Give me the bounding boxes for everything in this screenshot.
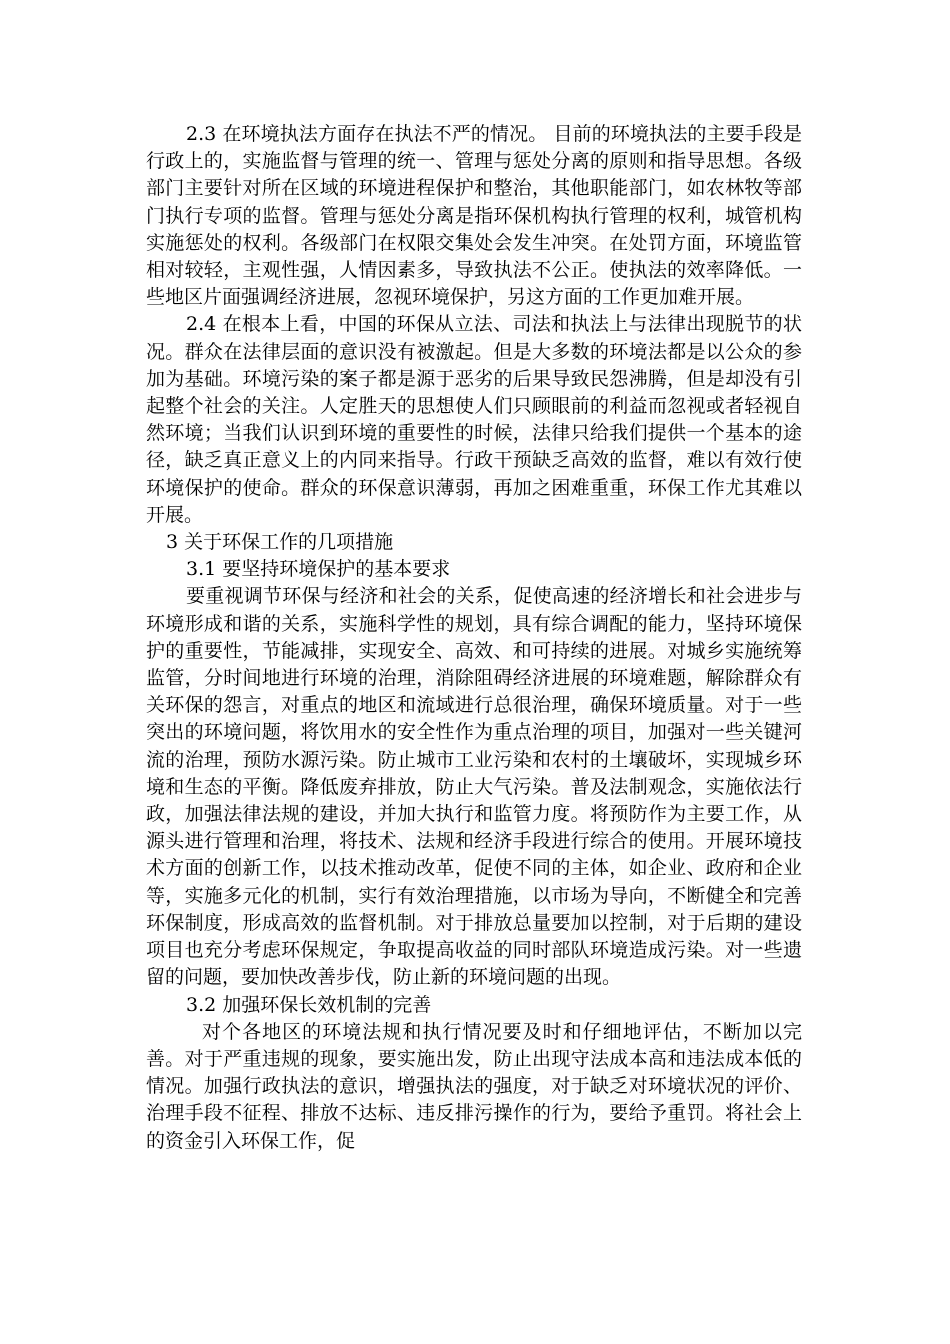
section-3-2-body: 对个各地区的环境法规和执行情况要及时和仔细地评估，不断加以完善。对于严重违规的现象，要实施出发，防止出现守法成本高和违法成本低的情况。加强行政执法的意识，增强执法的强度，对于缺乏对环境状况的评价、治理手段不征程、排放不达标、违反排污操作的行为，要给予重罚。将社会上的资金引入环保工作，促 xyxy=(146,1020,802,1152)
document-page xyxy=(146,121,802,1155)
section-3-heading: 3 关于环保工作的几项措施 xyxy=(166,531,394,554)
section-3-1-body: 要重视调节环保与经济和社会的关系，促使高速的经济增长和社会进步与环境形成和谐的关系，实施科学性的规划，具有综合调配的能力，坚持环境保护的重要性，节能减排，实现安全、高效、和可持续的进展。对城乡实施统筹监管，分时间地进行环境的治理，消除阻碍经济进展的环境难题，解除群众有关环保的怨言，对重点的地区和流域进行总很治理，确保环境质量。对于一些突出的环境问题，将饮用水的安全性作为重点治理的项目，加强对一些关键河流的治理，预防水源污染。防止城市工业污染和农村的土壤破坏，实现城乡环境和生态的平衡。降低废弃排放，防止大气污染。普及法制观念，实施依法行政，加强法律法规的建设，并加大执行和监管力度。将预防作为主要工作，从源头进行管理和治理，将技术、法规和经济手段进行综合的使用。开展环境技术方面的创新工作，以技术推动改革，促使不同的主体，如企业、政府和企业等，实施多元化的机制，实行有效治理措施，以市场为导向，不断健全和完善环保制度，形成高效的监督机制。对于排放总量要加以控制，对于后期的建设项目也充分考虑环保规定，争取提高收益的同时部队环境造成污染。对一些遗留的问题，要加快改善步伐，防止新的环境问题的出现。 xyxy=(146,585,802,989)
paragraph-2-3: 2.3 在环境执法方面存在执法不严的情况。 目前的环境执法的主要手段是行政上的，实施监督与管理的统一、管理与惩处分离的原则和指导思想。各级部门主要针对所在区域的环境进程保护和整治，其他职能部门，如农林牧等部门执行专项的监督。管理与惩处分离是指环保机构执行管理的权利，城管机构实施惩处的权利。各级部门在权限交集处会发生冲突。在处罚方面，环境监管相对较轻，主观性强，人情因素多，导致执法不公正。使执法的效率降低。一些地区片面强调经济进展，忽视环境保护，另这方面的工作更加难开展。 xyxy=(146,123,802,309)
section-3-1-heading: 3.1 要坚持环境保护的基本要求 xyxy=(186,558,451,581)
section-3-2-heading: 3.2 加强环保长效机制的完善 xyxy=(186,993,432,1016)
paragraph-2-4: 2.4 在根本上看，中国的环保从立法、司法和执法上与法律出现脱节的状况。群众在法律层面的意识没有被激起。但是大多数的环境法都是以公众的参加为基础。环境污染的案子都是源于恶劣的后果导致民怨沸腾，但是却没有引起整个社会的关注。人定胜天的思想使人们只顾眼前的利益而忽视或者轻视自然环境；当我们认识到环境的重要性的时候，法律只给我们提供一个基本的途径，缺乏真正意义上的内同来指导。行政干预缺乏高效的监督，难以有效行使环境保护的使命。群众的环保意识薄弱，再加之困难重重，环保工作尤其难以开展。 xyxy=(146,313,802,526)
